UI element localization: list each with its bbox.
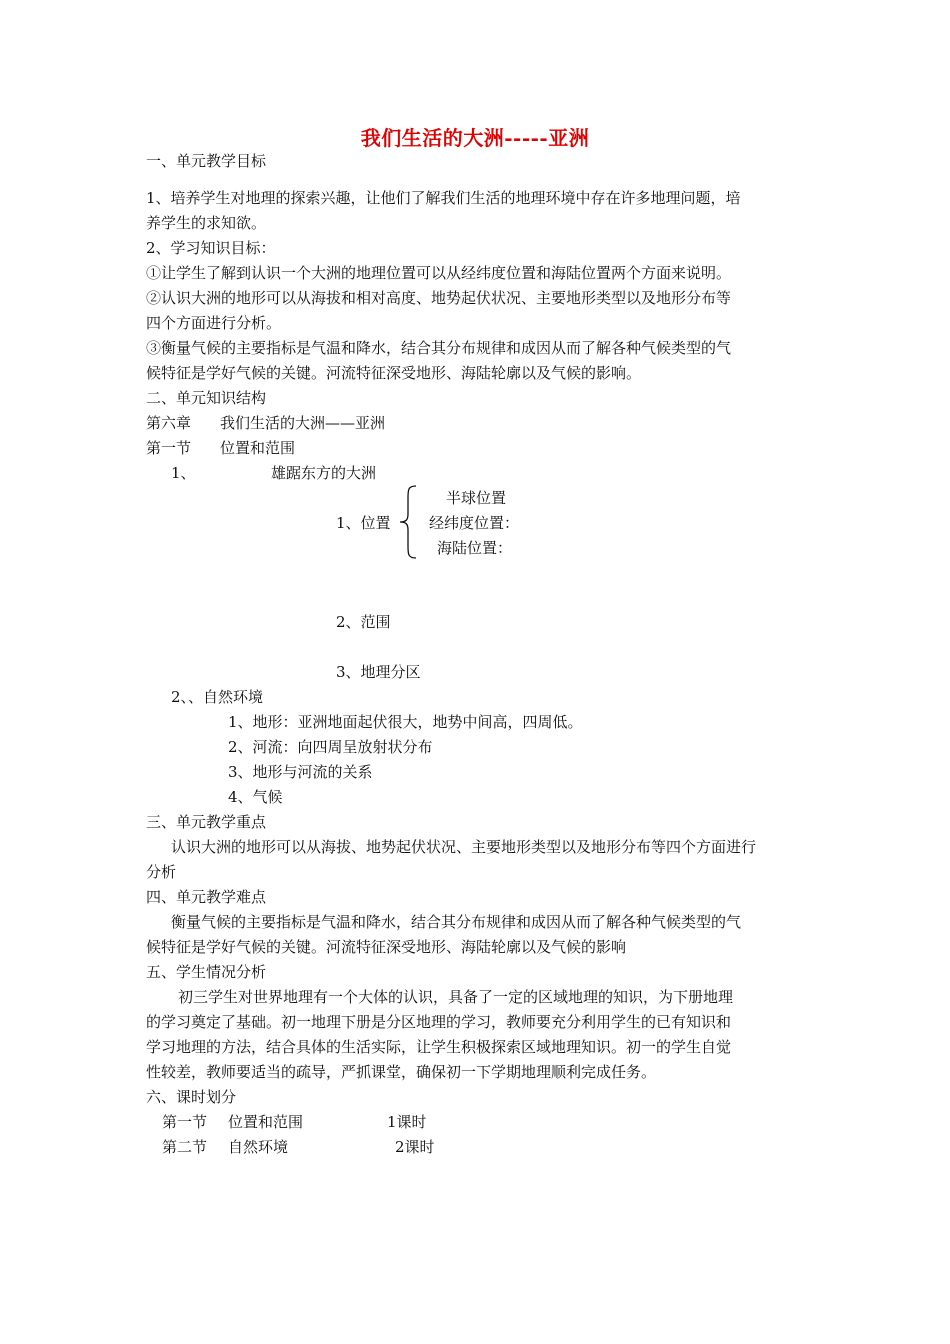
- position-label: 1、位置: [336, 514, 391, 532]
- knowledge-goal-1: ①让学生了解到认识一个大洲的地理位置可以从经纬度位置和海陆位置两个方面来说明。: [146, 264, 732, 282]
- nature-item-1: 1、地形：亚洲地面起伏很大，地势中间高，四周低。: [228, 713, 583, 731]
- position-hemisphere: 半球位置: [446, 489, 507, 507]
- chapter-label: 第六章: [146, 414, 192, 432]
- schedule-row-1-hours: 1课时: [387, 1113, 427, 1131]
- analysis-line-3: 学习地理的方法，结合具体的生活实际，让学生积极探索区域地理知识。初一的学生自觉: [146, 1038, 732, 1056]
- schedule-row-1-name: 位置和范围: [228, 1113, 304, 1131]
- chapter-title: 我们生活的大洲——亚洲: [220, 414, 386, 432]
- nature-item-3: 3、地形与河流的关系: [228, 763, 373, 781]
- goal-1-line-2: 养学生的求知欲。: [146, 214, 267, 232]
- goal-1-line-1: 1、培养学生对地理的探索兴趣，让他们了解我们生活的地理环境中存在许多地理问题，培: [146, 189, 741, 207]
- knowledge-goal-2-line-2: 四个方面进行分析。: [146, 314, 282, 332]
- schedule-row-1-label: 第一节: [162, 1113, 208, 1131]
- difficulty-line-1: 衡量气候的主要指标是气温和降水，结合其分布规律和成因从而了解各种气候类型的气: [171, 913, 742, 931]
- range-item: 2、范围: [336, 613, 391, 631]
- key-point-line-2: 分析: [146, 863, 177, 881]
- analysis-line-1: 初三学生对世界地理有一个大体的认识，具备了一定的区域地理的知识，为下册地理: [178, 988, 734, 1006]
- section-4-heading: 四、单元教学难点: [146, 888, 267, 906]
- item-1-number: 1、: [171, 464, 196, 482]
- key-point-line-1: 认识大洲的地形可以从海拔、地势起伏状况、主要地形类型以及地形分布等四个方面进行: [171, 838, 757, 856]
- knowledge-goal-3-line-1: ③衡量气候的主要指标是气温和降水，结合其分布规律和成因从而了解各种气候类型的气: [146, 339, 732, 357]
- schedule-row-2-hours: 2课时: [395, 1138, 435, 1156]
- schedule-row-2-name: 自然环境: [228, 1138, 289, 1156]
- item-2-title: 2、、自然环境: [171, 688, 264, 706]
- schedule-row-2-label: 第二节: [162, 1138, 208, 1156]
- section-3-heading: 三、单元教学重点: [146, 813, 267, 831]
- section-label: 第一节: [146, 439, 192, 457]
- section-1-heading: 一、单元教学目标: [146, 152, 267, 170]
- knowledge-goal-2-line-1: ②认识大洲的地形可以从海拔和相对高度、地势起伏状况、主要地形类型以及地形分布等: [146, 289, 732, 307]
- document-title: 我们生活的大洲-----亚洲: [360, 126, 590, 150]
- nature-item-2: 2、河流：向四周呈放射状分布: [228, 738, 433, 756]
- brace-icon: [396, 484, 420, 560]
- goal-2: 2、学习知识目标：: [146, 239, 276, 257]
- section-title: 位置和范围: [220, 439, 296, 457]
- section-5-heading: 五、学生情况分析: [146, 963, 267, 981]
- difficulty-line-2: 候特征是学好气候的关键。河流特征深受地形、海陆轮廓以及气候的影响: [146, 938, 627, 956]
- position-latlong: 经纬度位置：: [429, 514, 520, 532]
- knowledge-goal-3-line-2: 候特征是学好气候的关键。河流特征深受地形、海陆轮廓以及气候的影响。: [146, 364, 642, 382]
- analysis-line-4: 性较差，教师要适当的疏导，严抓课堂，确保初一下学期地理顺利完成任务。: [146, 1063, 657, 1081]
- section-6-heading: 六、课时划分: [146, 1088, 237, 1106]
- regions-item: 3、地理分区: [336, 663, 421, 681]
- position-land-sea: 海陆位置：: [437, 539, 513, 557]
- section-2-heading: 二、单元知识结构: [146, 389, 267, 407]
- nature-item-4: 4、气候: [228, 788, 283, 806]
- item-1-title: 雄踞东方的大洲: [271, 464, 377, 482]
- analysis-line-2: 的学习奠定了基础。初一地理下册是分区地理的学习，教师要充分利用学生的已有知识和: [146, 1013, 732, 1031]
